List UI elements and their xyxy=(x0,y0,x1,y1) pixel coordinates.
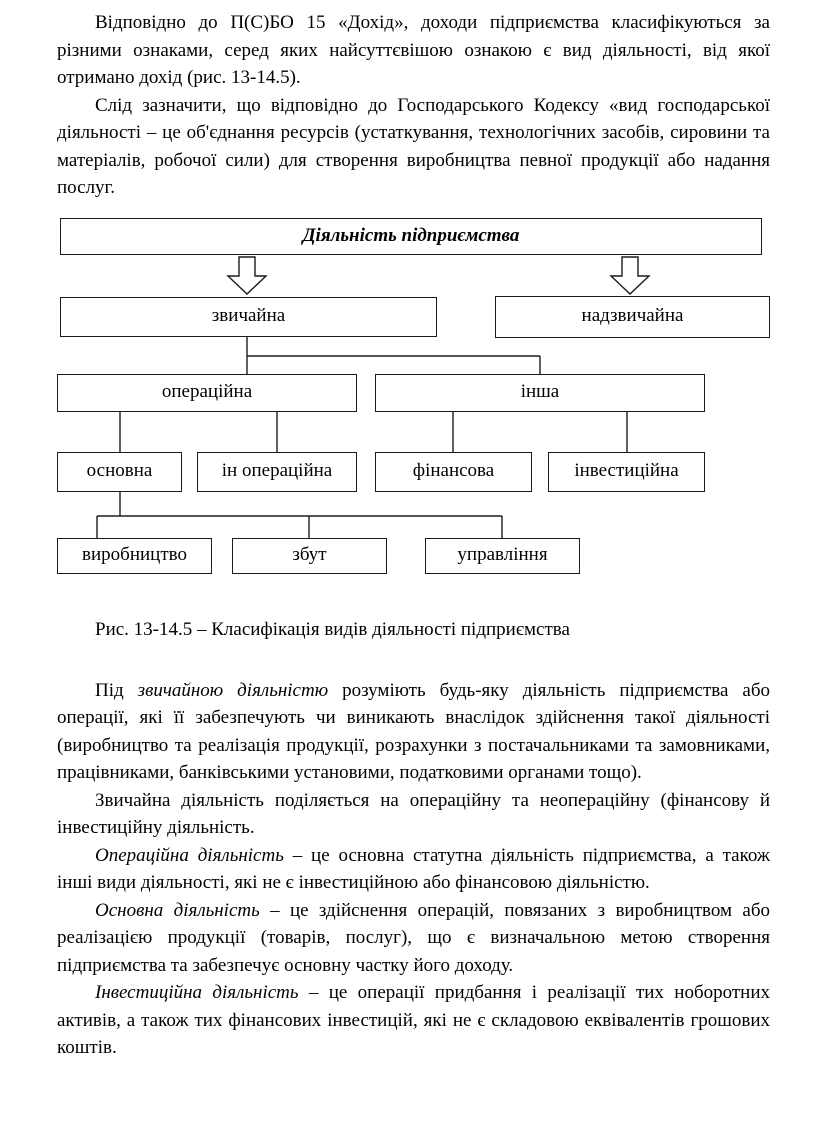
term-operating-activity: Операційна діяльність xyxy=(95,844,284,866)
text-segment: розуміють будь-яку діяльність підприємства або операції, які її забезпечують чи виникають внаслідок здійснення такої діяльності (виробництво та реалізація продукції, розрахунки з постачальниками та замовниками, працівниками, банківськими установими, податковими органами тощо). xyxy=(57,679,770,783)
diagram-box-other: інша xyxy=(375,374,705,412)
down-arrow-icon xyxy=(611,257,649,294)
diagram-box-production: виробництво xyxy=(57,538,212,574)
text-segment: – це здійснення операцій, повязаних з виробництвом або реалізацією продукції (товарів, послуг), що є визначальною метою створення підприємства та забезпечує основну частку його доходу. xyxy=(57,899,770,976)
term-ordinary-activity: звичайною діяльністю xyxy=(137,679,329,701)
text-segment: – це основна статутна діяльність підприємства, а також інші види діяльності, які не є інвестиційною або фінансовою діяльністю. xyxy=(57,844,770,893)
text-segment: Під xyxy=(95,679,138,701)
paragraph-ordinary-activity xyxy=(57,677,770,787)
paragraph-division: Звичайна діяльність поділяється на операційну та неопераційну (фінансову й інвестиційну діяльність. xyxy=(57,789,770,838)
figure-caption: Рис. 13-14.5 – Класифікація видів діяльності підприємства xyxy=(95,618,570,640)
down-arrow-icon xyxy=(228,257,266,294)
diagram-box-sales: збут xyxy=(232,538,387,574)
connector-lines xyxy=(97,337,627,538)
diagram-box-ordinary: звичайна xyxy=(60,297,437,337)
paragraph-intro: Відповідно до П(С)БО 15 «Дохід», доходи підприємства класифікуються за різними ознаками, серед яких найсуттєвішою ознакою є вид діяльності, від якої отримано дохід (рис. 13-14.5). xyxy=(57,12,770,88)
diagram-box-financial: фінансова xyxy=(375,452,532,492)
diagram-box-investing: інвестиційна xyxy=(548,452,705,492)
paragraph-codex: Слід зазначити, що відповідно до Господарського Кодексу «вид господарської діяльності – це об'єднання ресурсів (устаткування, технологічних засобів, сировини та матеріалів, робочої сили) для створення виробництва певної продукції або надання послуг. xyxy=(57,94,770,198)
paragraph-main-activity xyxy=(57,897,770,980)
diagram-box-enterprise-activity: Діяльність підприємства xyxy=(60,218,762,255)
diagram-box-operating: операційна xyxy=(57,374,357,412)
paragraph-investing-activity xyxy=(57,979,770,1062)
diagram-box-other-operating: ін операційна xyxy=(197,452,357,492)
diagram-box-management: управління xyxy=(425,538,580,574)
paragraph-operating-activity xyxy=(57,842,770,897)
diagram-box-extraordinary: надзвичайна xyxy=(495,296,770,338)
activity-classification-diagram xyxy=(57,216,770,578)
term-investing-activity: Інвестиційна діяльність xyxy=(95,982,299,1003)
diagram-box-main: основна xyxy=(57,452,182,492)
term-main-activity: Основна діяльність xyxy=(95,899,260,921)
text-segment: – це операції придбання і реалізації тих ноборотних активів, а також тих фінансових інвестицій, які не є складовою еквівалентів грошових коштів. xyxy=(57,982,770,1058)
